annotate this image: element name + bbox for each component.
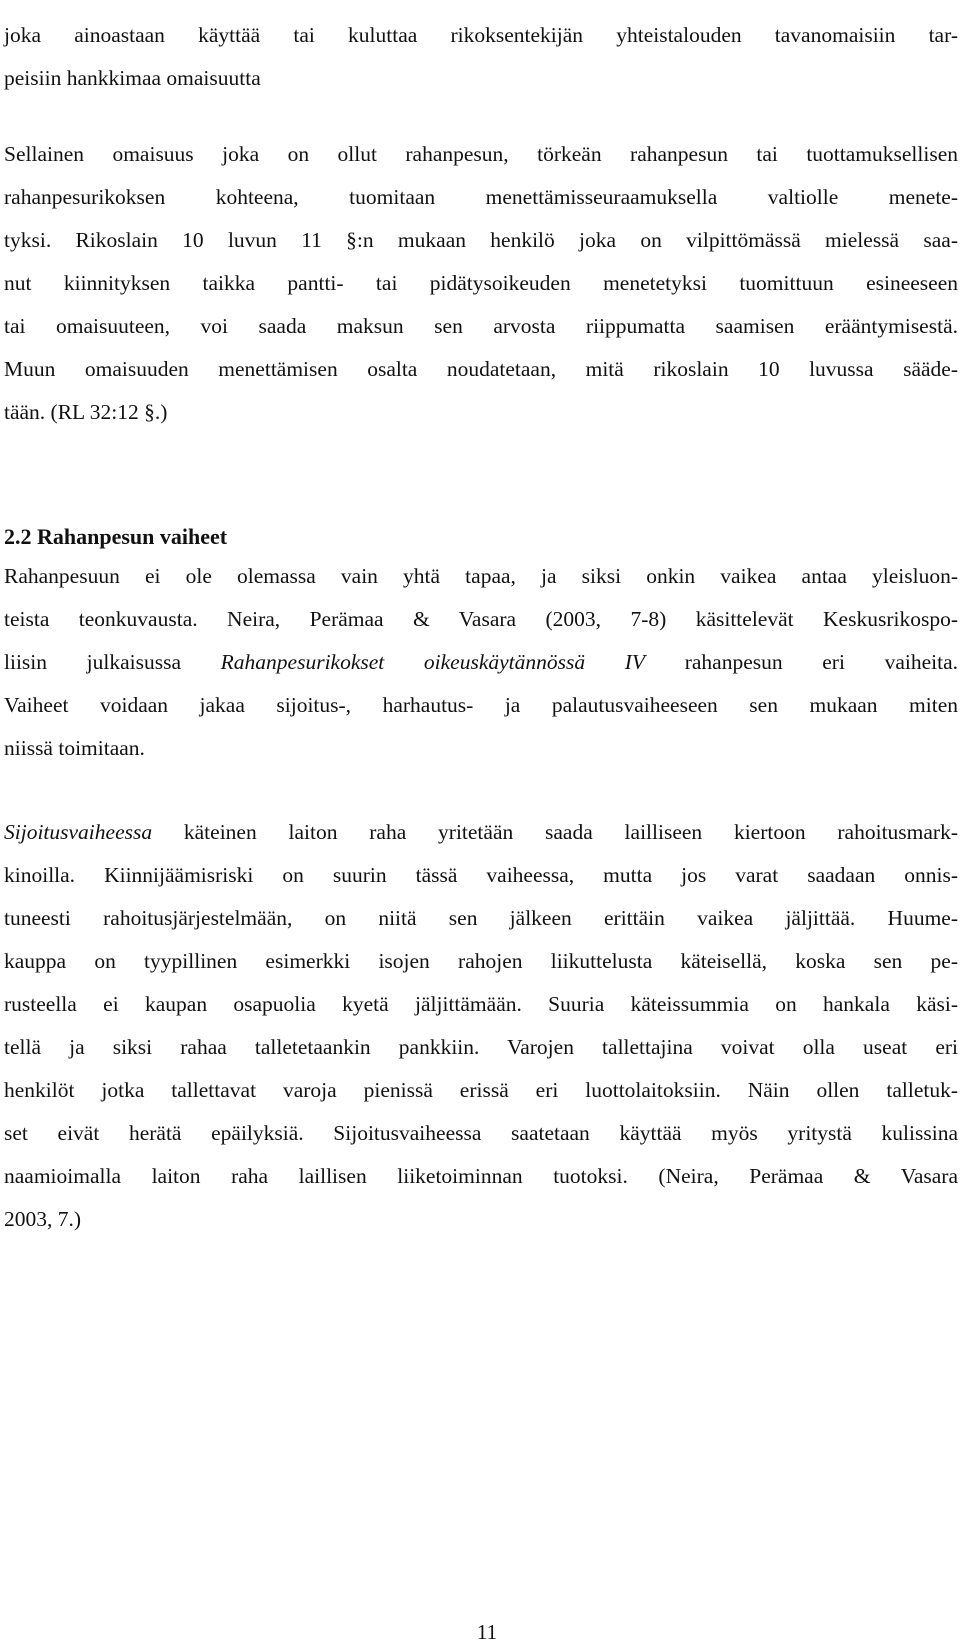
text-line: rahanpesurikoksen kohteena, tuomitaan menettämisseuraamuksella valtiolle menete- [4,185,958,209]
paragraph-stages-intro [4,555,958,770]
text-line: kauppa on tyypillinen esimerkki isojen rahojen liikuttelusta käteisellä, koska sen pe- [4,949,958,973]
text-fragment: käteinen laiton raha yritetään saada lailliseen kiertoon rahoitusmark- [152,820,958,844]
text-fragment: rahanpesun eri vaiheita. [645,650,958,674]
text-fragment: liisin julkaisussa [4,650,221,674]
publication-title: Rahanpesurikokset oikeuskäytännössä IV [220,650,646,674]
text-line: set eivät herätä epäilyksiä. Sijoitusvaiheessa saatetaan käyttää myös yritystä kulissina [4,1121,958,1145]
paragraph-confiscation [4,133,958,434]
text-line: niissä toimitaan. [4,736,145,760]
text-line: teista teonkuvausta. Neira, Perämaa & Vasara (2003, 7-8) käsittelevät Keskusrikospo- [4,607,958,631]
text-line: Sellainen omaisuus joka on ollut rahanpesun, törkeän rahanpesun tai tuottamuksellisen [4,142,958,166]
text-line-with-citation [4,641,958,684]
text-line: peisiin hankkimaa omaisuutta [4,66,261,90]
page-number: 11 [476,1620,498,1644]
text-line: rusteella ei kaupan osapuolia kyetä jäljittämään. Suuria käteissummia on hankala käsi- [4,992,958,1016]
paragraph-placement-stage [4,811,958,1241]
text-line: tuneesti rahoitusjärjestelmään, on niitä sen jälkeen erittäin vaikea jäljittää. Huume- [4,906,958,930]
text-line: Rahanpesuun ei ole olemassa vain yhtä tapaa, ja siksi onkin vaikea antaa yleisluon- [4,564,958,588]
text-line: Muun omaisuuden menettämisen osalta noudatetaan, mitä rikoslain 10 luvussa sääde- [4,357,958,381]
term-placement-stage: Sijoitusvaiheessa [4,820,153,844]
text-line: kinoilla. Kiinnijäämisriski on suurin tässä vaiheessa, mutta jos varat saadaan onnis- [4,863,958,887]
text-line: tai omaisuuteen, voi saada maksun sen arvosta riippumatta saamisen erääntymisestä. [4,314,958,338]
text-line-with-term [4,811,958,854]
section-heading: 2.2 Rahanpesun vaiheet [4,524,228,549]
text-line: 2003, 7.) [4,1207,82,1231]
text-line: tellä ja siksi rahaa talletetaankin pankkiin. Varojen tallettajina voivat olla useat eri [4,1035,958,1059]
text-line: Vaiheet voidaan jakaa sijoitus-, harhautus- ja palautusvaiheeseen sen mukaan miten [4,693,958,717]
text-line: naamioimalla laiton raha laillisen liiketoiminnan tuotoksi. (Neira, Perämaa & Vasara [4,1164,958,1188]
text-line: henkilöt jotka tallettavat varoja pienissä erissä eri luottolaitoksiin. Näin ollen talletuk- [4,1078,958,1102]
text-line: nut kiinnityksen taikka pantti- tai pidätysoikeuden menetetyksi tuomittuun esineeseen [4,271,958,295]
text-line: tään. (RL 32:12 §.) [4,400,168,424]
paragraph-continuation [4,14,958,100]
text-line: tyksi. Rikoslain 10 luvun 11 §:n mukaan henkilö joka on vilpittömässä mielessä saa- [4,228,958,252]
text-line: joka ainoastaan käyttää tai kuluttaa rikoksentekijän yhteistalouden tavanomaisiin tar- [4,23,958,47]
